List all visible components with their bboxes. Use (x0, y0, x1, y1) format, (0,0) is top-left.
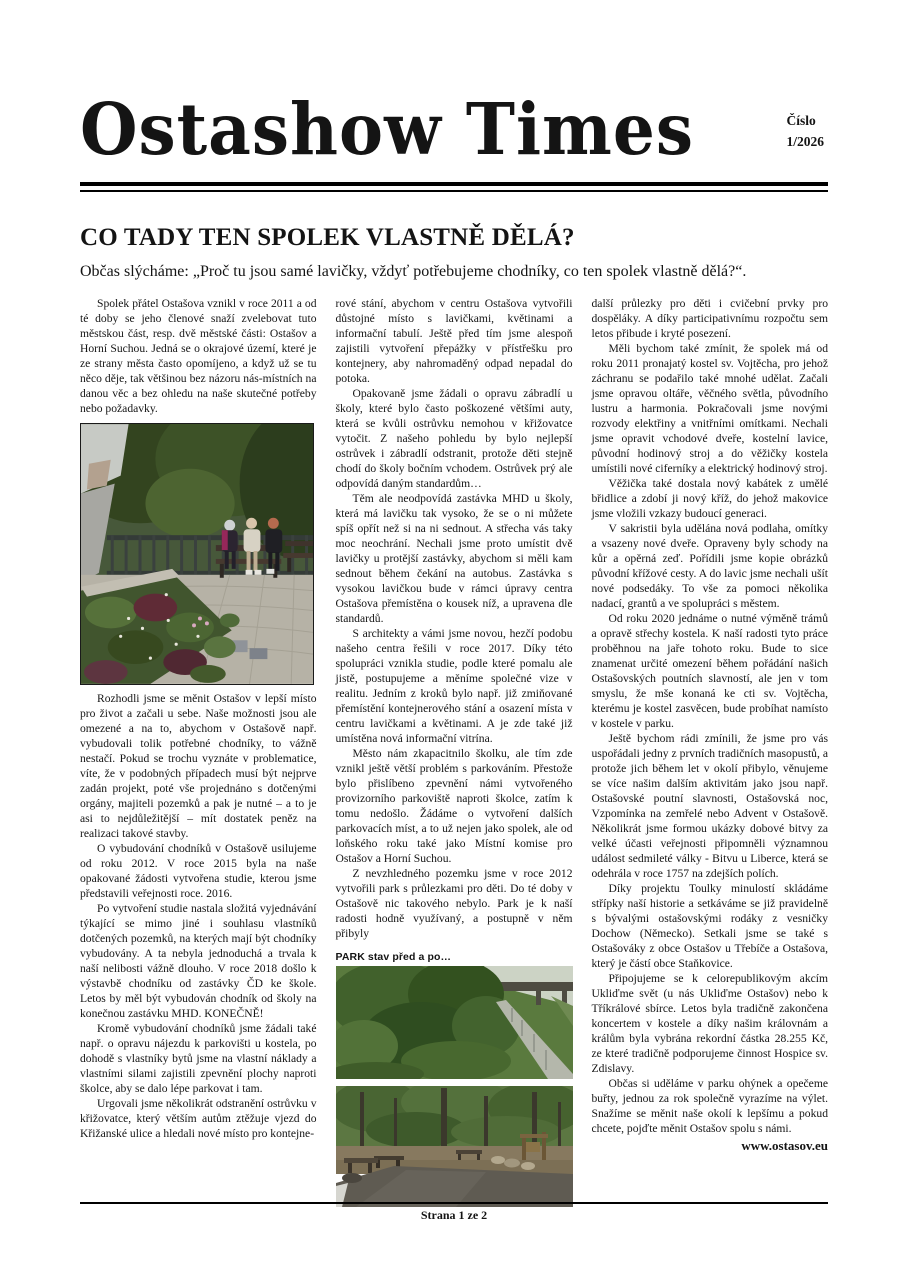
article-body (80, 296, 828, 1214)
paragraph: Věžička také dostala nový kabátek z umělé břidlice a zdobí ji nový kříž, do jehož makovice jsme vložili vzkazy budoucí generaci. (591, 477, 828, 520)
paragraph: Město nám zkapacitnilo školku, ale tím zde vznikl ještě větší problém s parkováním. Přestože bylo přislíbeno zpevnění námi vytvořeného provizorního parkoviště naproti školce, zatím k tomu nedošlo. Žádáme o vytvoření dalších parkovacích míst, a to už nejen jako spolek, ale od loňského roku také jako Místní komise pro Ostašov a Horní Suchou. (335, 747, 573, 865)
photo-park-before-figure (336, 966, 573, 1079)
paragraph: Po vytvoření studie nastala složitá vyjednávání týkající se mimo jiné i souhlasu vlastníků dotčených pozemků, na kterých mají být chodníky vybudovány. A ta nebyla jednoduchá a trvala k naší nelibosti vážně dlouho. V roce 2018 došlo k výstavbě chodníku od zastávky ČD ke škole. Letos by měl být vybudován chodník od školy na konečnou zastávku MHD. KONEČNĚ! (80, 902, 317, 1020)
paragraph: Občas si uděláme v parku ohýnek a opečeme buřty, jednou za rok společně vyrazíme na výlet. Snažíme se měnit naše okolí k lepšímu a pokud chcete, pojďte měnit Ostašov spolu s námi. (591, 1077, 828, 1135)
newspaper-title: Ostashow Times (80, 87, 695, 172)
paragraph: Od roku 2020 jednáme o nutné výměně trámů a opravě střechy kostela. K naší radosti tyto práce proběhnou na jaře tohoto roku. Bude to sice znamenat určité omezení během pořádání našich Ostašovských poutních slavností, ale jen v tom smyslu, že mše konaná ke cti sv. Vojtěcha, kterému je kostel zasvěcen, bude probíhat namísto v kostele v parku. (591, 612, 828, 730)
page-number: Strana 1 ze 2 (420, 1208, 488, 1222)
article-headline: CO TADY TEN SPOLEK VLASTNĚ DĚLÁ? (80, 224, 575, 251)
column-right (592, 296, 829, 1214)
page-footer (80, 1202, 828, 1224)
masthead-divider (80, 182, 828, 192)
paragraph: Z nevzhledného pozemku jsme v roce 2012 vytvořili park s průlezkami pro děti. Do té doby v Ostašově nic takového nebylo. Park je k naší radosti hodně využívaný, a postupně v něm přibyly (335, 867, 573, 940)
paragraph: další průlezky pro děti i cvičební prvky pro dospěláky. A díky participativnímu rozpočtu sem letos přibude i kryté posezení. (591, 297, 828, 340)
paragraph: Kromě vybudování chodníků jsme žádali také např. o opravu nájezdu k parkovišti u kostela, po dohodě s vlastníky bytů jsme na vlastní náklady a vlastními silami zajistili zpevnění plochy naproti školce, aby se dalo lépe parkovat i tam. (80, 1022, 317, 1095)
column-middle-body (336, 296, 573, 941)
paragraph: rové stání, abychom v centru Ostašova vytvořili důstojné místo s lavičkami, květinami a informační tabulí. Ještě před tím jsme alespoň zajistili vytvoření přepážky v přístřešku pro kontejnery, aby nahromaděný odpad nepadal do potoka. (335, 297, 573, 385)
issue-block (786, 110, 828, 152)
paragraph: S architekty a vámi jsme novou, hezčí podobu našeho centra řešili v roce 2017. Díky této spolupráci vznikla studie, podle které pomalu ale jistě, postupujeme a měníme společné vize v realitu. Jedním z kroků bylo např. již zmiňované přemístění kontejnerového stání a osazení místa v centru lavičkami a květinami. A je zde také již umístěna nová informační vitrína. (335, 627, 573, 745)
column-right-body (592, 296, 829, 1136)
paragraph: V sakristii byla udělána nová podlaha, omítky a vsazeny nové dveře. Opraveny byly schody na kůr a opěrná zeď. Pořídili jsme kopie obrázků původní křížové cesty. A do lavic jsme nechali ušít nové podsedáky. To vše za pomoci několika nadací, grantů a ve spolupráci s městem. (591, 522, 828, 610)
photo-park-after (336, 1086, 573, 1207)
paragraph: Připojujeme se k celorepublikovým akcím Ukliďme svět (u nás Ukliďme Ostašov) nebo k Tříkrálové sbírce. Letos byla tradičně zakončena koncertem v kostele a díky našim královnám a králům byla vybrána rekordní částka 28.255 Kč, ze které tradičně podporujeme činnost Hospice sv. Zdislavy. (591, 972, 828, 1075)
paragraph: Urgovali jsme několikrát odstranění ostrůvku v křižovatce, který větším autům ztěžuje vjezd do Křižanské ulice a hledali nové místo pro kontejne- (80, 1097, 317, 1140)
paragraph: Těm ale neodpovídá zastávka MHD u školy, která má lavičku tak vysoko, že se o ni můžete spíš opřít než si na ni sednout. A střecha vás taky moc neochrání. Nechali jsme proto umístit dvě lavičky u protější zastávky, abychom si měli kam sednout během čekání na autobus. Zastávka s vysokou lavičkou bude v rámci úpravy centra Ostašova přemístěna o kousek níž, a upravena dle standardů. (335, 492, 573, 625)
column-left (80, 296, 317, 1214)
paragraph: Spolek přátel Ostašova vznikl v roce 2011 a od té doby se jeho členové snaží zvelebovat tuto městskou část, resp. dvě městské části: Ostašov a Horní Suchou. Jedná se o okrajové území, které je ze strany města často opomíjeno, a když už se tu něco děje, tak většinou bez názoru nás-místních na danou věc a bez ohledu na naše skutečné potřeby nebo požadavky. (80, 297, 317, 415)
masthead (80, 84, 828, 172)
paragraph: Rozhodli jsme se měnit Ostašov v lepší místo pro život a začali u sebe. Naše možnosti jsou ale omezené a na to, abychom v Ostašově např. vybudovali tolik potřebné chodníky, to vážně nestačí. Pokud se trochu vyznáte v problematice, víte, že v podobných případech musí být nejprve zadán projekt, poté vše projednáno s dotčenými orgány, majiteli pozemků a pak je nutné – a to je asi to nejdůležitější – mít dostatek peněz na realizaci takové stavby. (80, 692, 317, 840)
column-left-lead (80, 296, 317, 416)
photo-bench-figure (80, 423, 317, 685)
photo-park-before (336, 966, 573, 1079)
park-photos-caption: PARK stav před a po… (335, 951, 452, 963)
paragraph: Opakovaně jsme žádali o opravu zábradlí u školy, které bylo často poškozené většími auty, která se kvůli ostrůvku nemohou v křižovatce vytočit. Z našeho pohledu by bylo nejlepší ostrůvek i zábradlí odstranit, protože děti stejně chodí do školy bočním vchodem. Ostrůvek prý ale odpovídá daným standardům… (335, 387, 573, 490)
photo-park-after-figure (336, 1086, 573, 1207)
photo-people-on-bench (80, 423, 314, 685)
paragraph: Ještě bychom rádi zmínili, že jsme pro vás uspořádali jedny z prvních tradičních masopustů, a protože jich během let v okolí přibylo, věnujeme se více našim dalším aktivitám jako jsou např. Ostašovské poutní slavnosti, Ostašovská noc, Vzpomínka na zemřelé nebo Advent v Ostašově. Několikrát jsme formou ukázky dobové bitvy za velké účasti veřejnosti připomněli významnou událost sedmileté války - Bitvu u Liberce, která se odehrála v roce 1757 na zdejších polích. (591, 732, 828, 880)
issue-label: Číslo (786, 113, 816, 128)
paragraph: Díky projektu Toulky minulostí skládáme střípky naší historie a setkáváme se již pravidelně s bývalými ostašovskými rodáky z vesničky Dochow (Německo). Setkali jsme se také s Ostašováky z obce Ostašov u Třebíče a Ostašova, který je částí obce Staňkovice. (591, 882, 828, 970)
issue-number: 1/2026 (786, 134, 824, 149)
website-link: www.ostasov.eu (741, 1138, 828, 1153)
article-subheadline: Občas slýcháme: „Proč tu jsou samé lavičky, vždyť potřebujeme chodníky, co ten spolek vlastně dělá?“. (80, 263, 747, 280)
paragraph: O vybudování chodníků v Ostašově usilujeme od roku 2012. V roce 2015 byla na naše opakované žádosti vytvořena studie, kterou jsme představili veřejnosti roce. 2016. (80, 842, 317, 900)
column-middle (336, 296, 573, 1214)
paragraph: Měli bychom také zmínit, že spolek má od roku 2011 pronajatý kostel sv. Vojtěcha, pro jehož záchranu se podařilo také mnohé udělat. Začali jsme opravou oltáře, věčného světla, původního lustru a harmonia. Pokračovali jsme novými rozvody elektřiny a vnitřními omítkami. Nechali jsme opravit vchodové dveře, kostelní lavice, původní hodinový stroj a do věžičky kostela umístili nové ciferníky a elektrický hodinový stroj. (591, 342, 828, 475)
column-left-body (80, 691, 317, 1141)
